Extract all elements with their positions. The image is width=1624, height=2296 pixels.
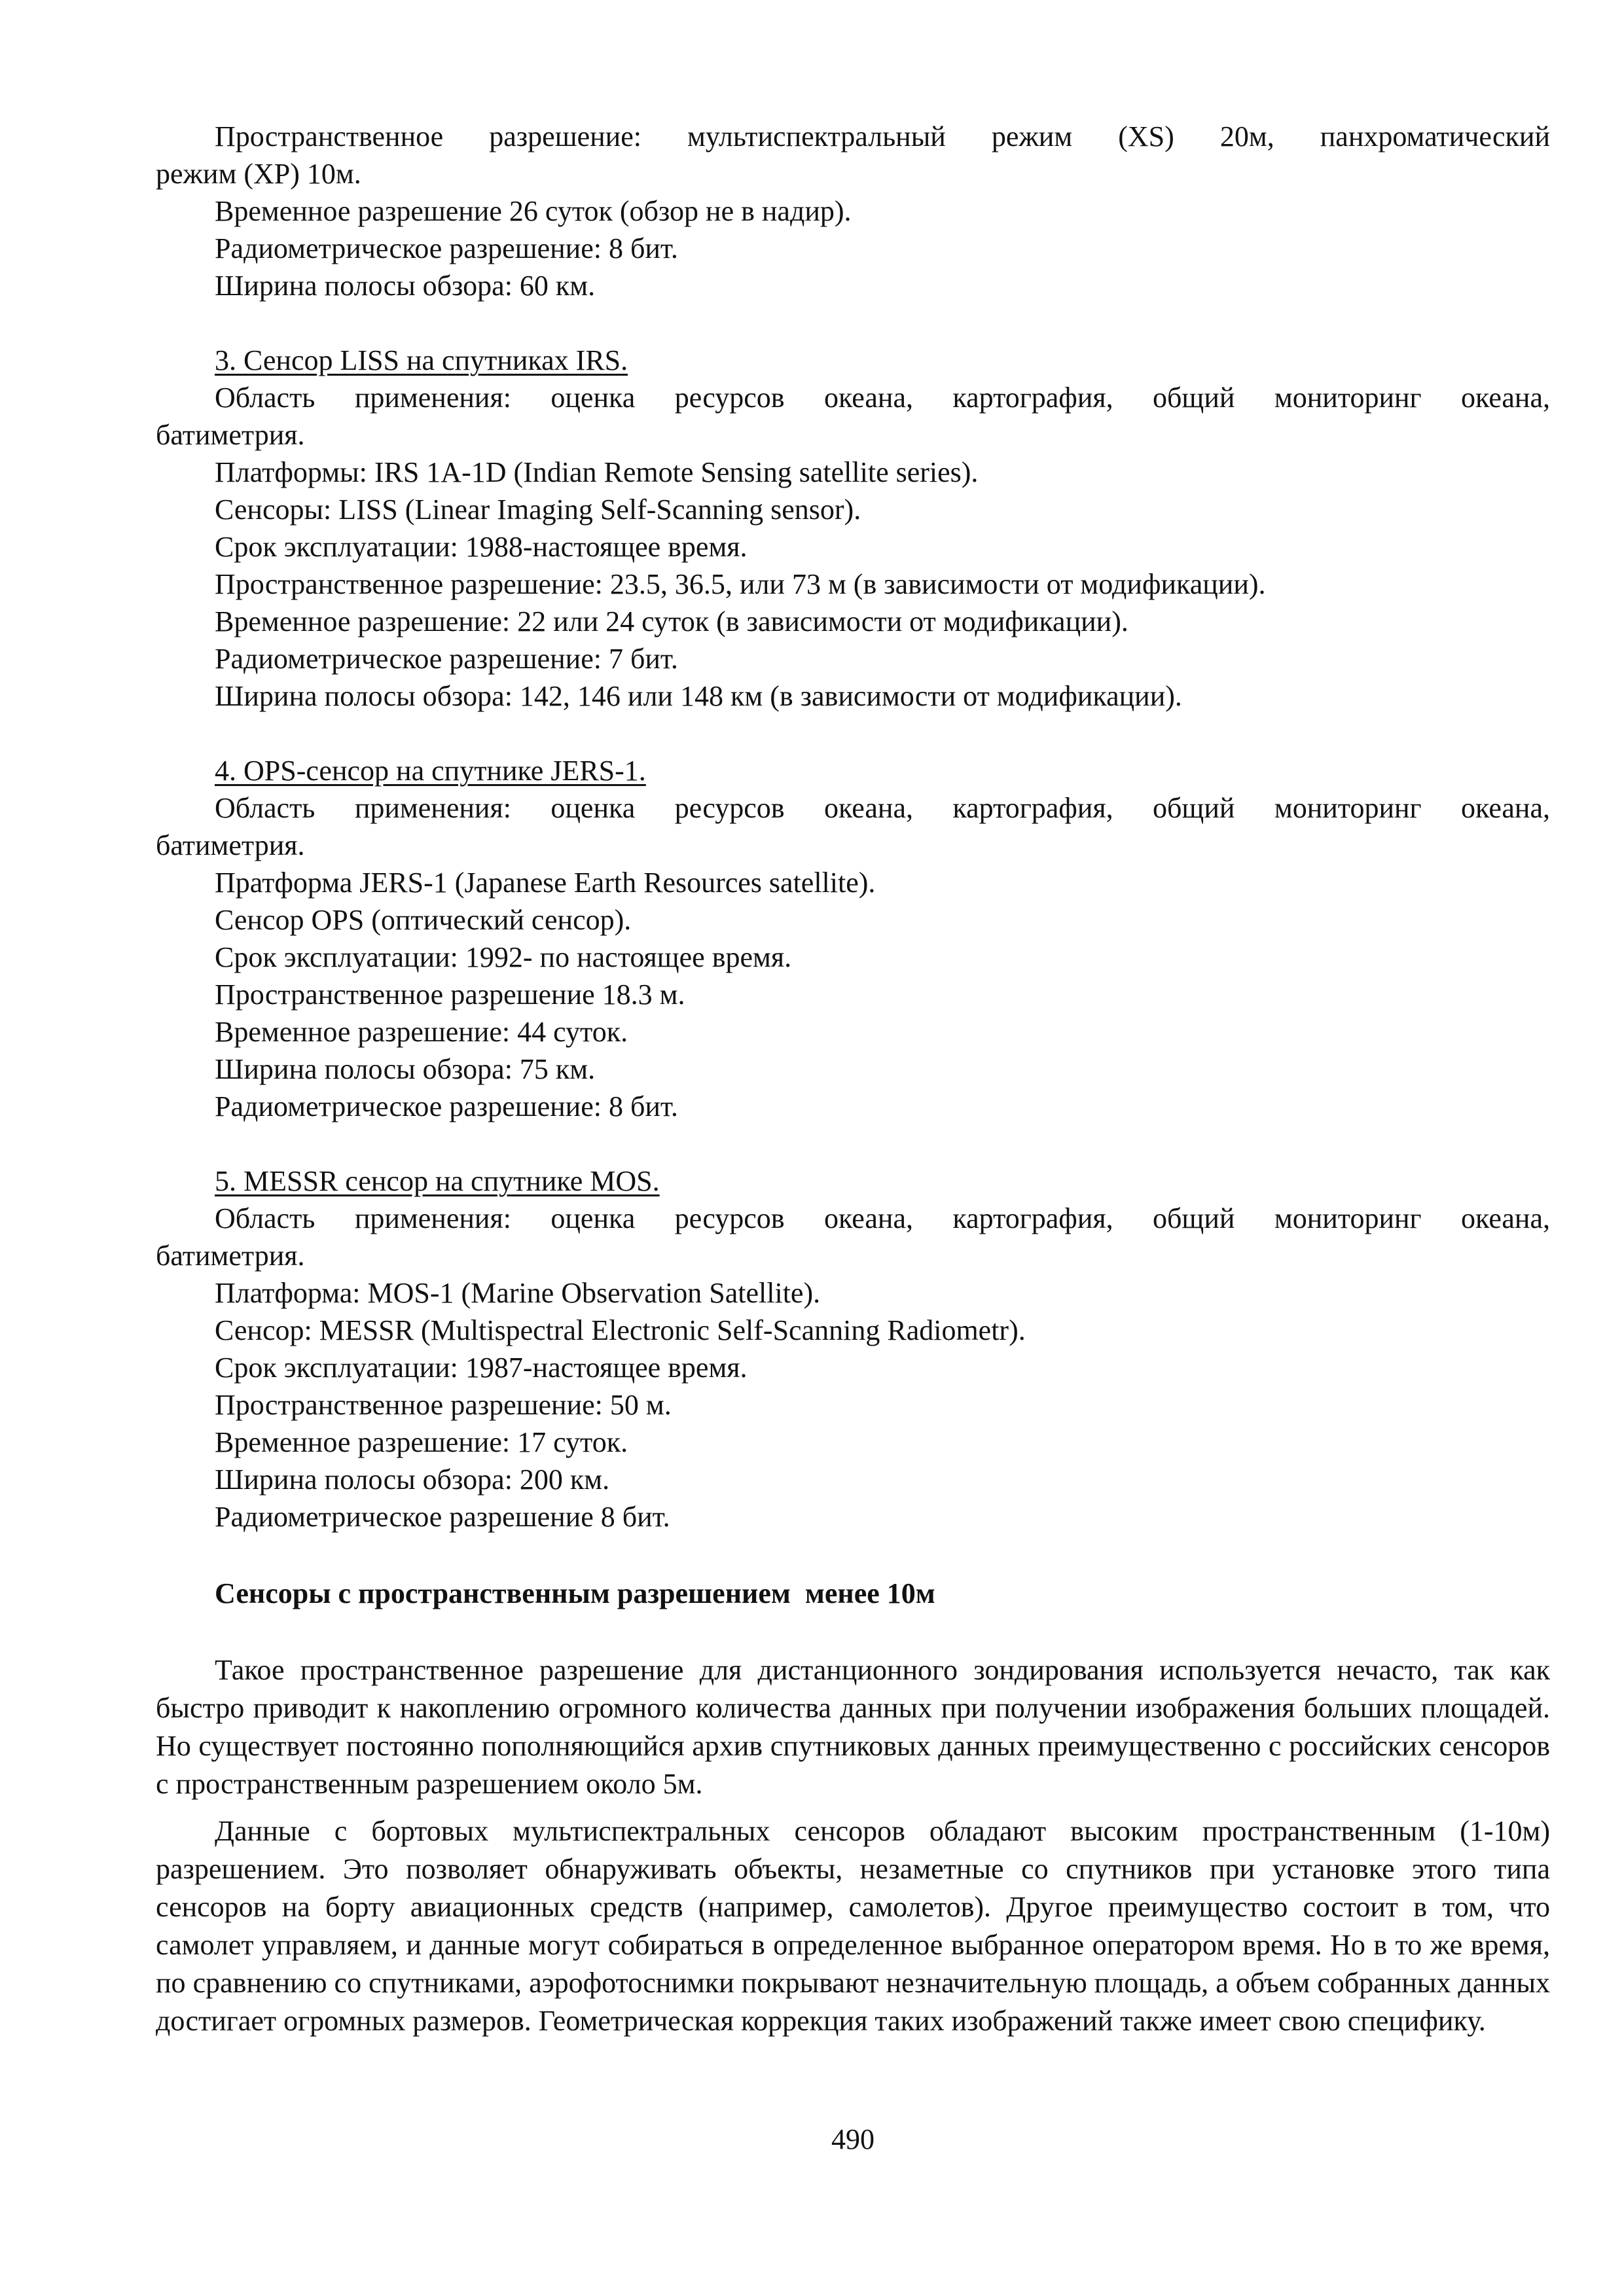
section-heading: 5. MESSR сенсор на спутнике MOS. <box>215 1165 660 1197</box>
body-paragraph: Данные с бортовых мультиспектральных сенсоров обладают высоким пространственным (1-10м) разрешением. Это позволяет обнаруживать объекты, незаметные со спутников при установке этого типа сенсоров на борту авиационных средств (например, самолетов). Другое преимущество состоит в том, что самолет управляем, и данные могут собираться в определенное выбранное оператором время. Но в то же время, по сравнению со спутниками, аэрофотоснимки покрывают незначительную площадь, а объем собранных данных достигает огромных размеров. Геометрическая коррекция таких изображений также имеет свою специфику. <box>156 1815 1550 2037</box>
application-line-cont: батиметрия. <box>156 1240 305 1272</box>
temporal-resolution-line: Временное разрешение 26 суток (обзор не в надир). <box>215 195 852 227</box>
operation-period-line: Срок эксплуатации: 1992- по настоящее время. <box>215 941 792 973</box>
bold-section-heading: Сенсоры с пространственным разрешением менее 10м <box>215 1577 935 1609</box>
platform-line: Пратформа JERS-1 (Japanese Earth Resources satellite). <box>215 867 876 899</box>
application-line-cont: батиметрия. <box>156 829 305 861</box>
application-line: Область применения: оценка ресурсов океана, картография, общий мониторинг океана, <box>215 792 1550 824</box>
sensor-line: Сенсор: MESSR (Multispectral Electronic Self-Scanning Radiometr). <box>215 1314 1026 1346</box>
section-heading: 4. OPS-сенсор на спутнике JERS-1. <box>215 755 646 787</box>
spatial-resolution-line: Пространственное разрешение 18.3 м. <box>215 978 685 1011</box>
radiometric-resolution-line: Радиометрическое разрешение: 7 бит. <box>215 643 678 675</box>
radiometric-resolution-line: Радиометрическое разрешение: 8 бит. <box>215 1090 678 1122</box>
radiometric-resolution-line: Радиометрическое разрешение 8 бит. <box>215 1501 670 1533</box>
application-line: Область применения: оценка ресурсов океана, картография, общий мониторинг океана, <box>215 1202 1550 1234</box>
temporal-resolution-line: Временное разрешение: 44 суток. <box>215 1016 628 1048</box>
swath-width-line: Ширина полосы обзора: 200 км. <box>215 1463 610 1496</box>
sensors-line: Сенсоры: LISS (Linear Imaging Self-Scanning sensor). <box>215 493 861 526</box>
spatial-resolution-line: Пространственное разрешение: мультиспектральный режим (XS) 20м, панхроматический <box>215 120 1550 152</box>
section-high-resolution <box>156 1575 1550 2040</box>
spatial-resolution-line: Пространственное разрешение: 50 м. <box>215 1389 672 1421</box>
section-liss <box>156 342 1550 715</box>
document-page <box>156 0 1550 2296</box>
operation-period-line: Срок эксплуатации: 1987-настоящее время. <box>215 1352 748 1384</box>
temporal-resolution-line: Временное разрешение: 22 или 24 суток (в зависимости от модификации). <box>215 605 1128 637</box>
sensor-line: Сенсор OPS (оптический сенсор). <box>215 904 632 936</box>
application-line: Область применения: оценка ресурсов океана, картография, общий мониторинг океана, <box>215 382 1550 414</box>
body-paragraph: Такое пространственное разрешение для дистанционного зондирования используется нечасто, так как быстро приводит к накоплению огромного количества данных при получении изображения больших площадей. Но существует постоянно пополняющийся архив спутниковых данных преимущественно с российских сенсоров с пространственным разрешением около 5м. <box>156 1654 1550 1800</box>
temporal-resolution-line: Временное разрешение: 17 суток. <box>215 1426 628 1458</box>
block-continuation <box>156 118 1550 304</box>
section-ops <box>156 752 1550 1125</box>
platform-line: Платформа: MOS-1 (Marine Observation Satellite). <box>215 1277 821 1309</box>
application-line-cont: батиметрия. <box>156 419 305 451</box>
section-heading: 3. Сенсор LISS на спутниках IRS. <box>215 344 628 376</box>
section-messr <box>156 1162 1550 1535</box>
operation-period-line: Срок эксплуатации: 1988-настоящее время. <box>215 531 748 563</box>
radiometric-resolution-line: Радиометрическое разрешение: 8 бит. <box>215 232 678 264</box>
page-number: 490 <box>831 2123 875 2155</box>
platforms-line: Платформы: IRS 1A-1D (Indian Remote Sensing satellite series). <box>215 456 979 488</box>
spatial-resolution-line: Пространственное разрешение: 23.5, 36.5, или 73 м (в зависимости от модификации). <box>215 568 1266 600</box>
swath-width-line: Ширина полосы обзора: 75 км. <box>215 1053 596 1085</box>
spatial-resolution-line-cont: режим (XP) 10м. <box>156 158 361 190</box>
swath-width-line: Ширина полосы обзора: 60 км. <box>215 270 596 302</box>
swath-width-line: Ширина полосы обзора: 142, 146 или 148 км (в зависимости от модификации). <box>215 680 1182 712</box>
